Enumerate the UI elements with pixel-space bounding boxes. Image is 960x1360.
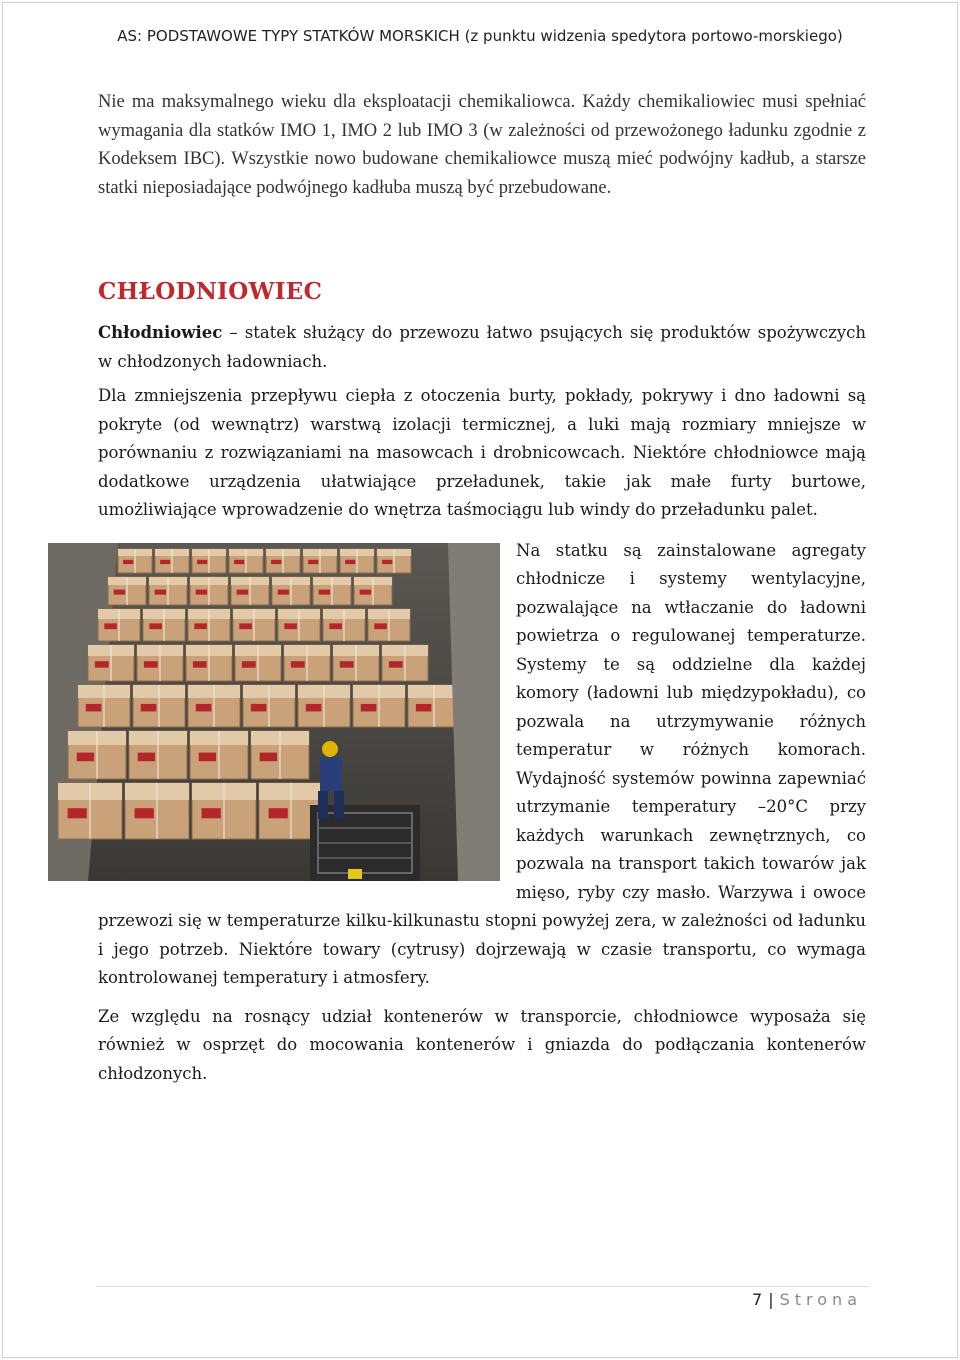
figure-text-block <box>98 537 866 993</box>
definition-paragraph <box>98 319 866 376</box>
section-heading: CHŁODNIOWIEC <box>98 278 323 305</box>
insulation-paragraph: Dla zmniejszenia przepływu ciepła z otoczenia burty, pokłady, pokrywy i dno ładowni są pokryte (od wewnątrz) warstwą izolacji termicznej, a luki mają rozmiary mniejsze w porównaniu z rozwiązaniami na masowcach i drobnicowcach. Niektóre chłodniowce mają dodatkowe urządzenia ułatwiające przeładunek, takie jak małe furty burtowe, umożliwiające wprowadzenie do wnętrza taśmociągu lub windy do przeładunku palet. <box>98 386 866 519</box>
page-footer <box>752 1290 862 1309</box>
containers-paragraph: Ze względu na rosnący udział kontenerów w transporcie, chłodniowce wyposaża się również w osprzęt do mocowania kontenerów i gniazda do podłączania kontenerów chłodzonych. <box>98 1006 866 1083</box>
page-number: 7 <box>752 1290 763 1309</box>
intro-paragraph: Nie ma maksymalnego wieku dla eksploatacji chemikaliowca. Każdy chemikaliowiec musi spełniać wymagania dla statków IMO 1, IMO 2 lub IMO 3 (w zależności od przewożonego ładunku zgodnie z Kodeksem IBC). Wszystkie nowo budowane chemikaliowce muszą mieć podwójny kadłub, a starsze statki nieposiadające podwójnego kadłuba muszą być przebudowane. <box>98 92 866 198</box>
definition-term: Chłodniowiec <box>98 323 223 342</box>
footer-separator: | <box>768 1290 774 1309</box>
footer-divider <box>96 1286 870 1287</box>
page-header: AS: PODSTAWOWE TYPY STATKÓW MORSKICH (z punktu widzenia spedytora portowo-morskiego) <box>117 27 843 45</box>
cargo-hold-photo <box>48 543 500 881</box>
page-word: Strona <box>779 1290 862 1309</box>
refrigeration-paragraph: Na statku są zainstalowane agregaty chłodnicze i systemy wentylacyjne, pozwalające na wtłaczanie do ładowni powietrza o regulowanej temperaturze. Systemy te są oddzielne dla każdej komory (ładowni lub międzypokładu), co pozwala na utrzymywanie różnych temperatur w różnych komorach. Wydajność systemów powinna zapewniać utrzymanie temperatury –20°C przy każdych warunkach zewnętrznych, co pozwala na transport takich towarów jak mięso, ryby czy masło. Warzywa i owoce przewozi się w temperaturze kilku-kilkunastu stopni powyżej zera, w zależności od ładunku i jego potrzeb. Niektóre towary (cytrusy) dojrzewają w czasie transportu, co wymaga kontrolowanej temperatury i atmosfery. <box>98 540 866 987</box>
cargo-hold-illustration <box>48 543 500 881</box>
page-content <box>98 88 866 1088</box>
definition-text: – statek służący do przewozu łatwo psujących się produktów spożywczych w chłodzonych ładowniach. <box>98 323 866 371</box>
